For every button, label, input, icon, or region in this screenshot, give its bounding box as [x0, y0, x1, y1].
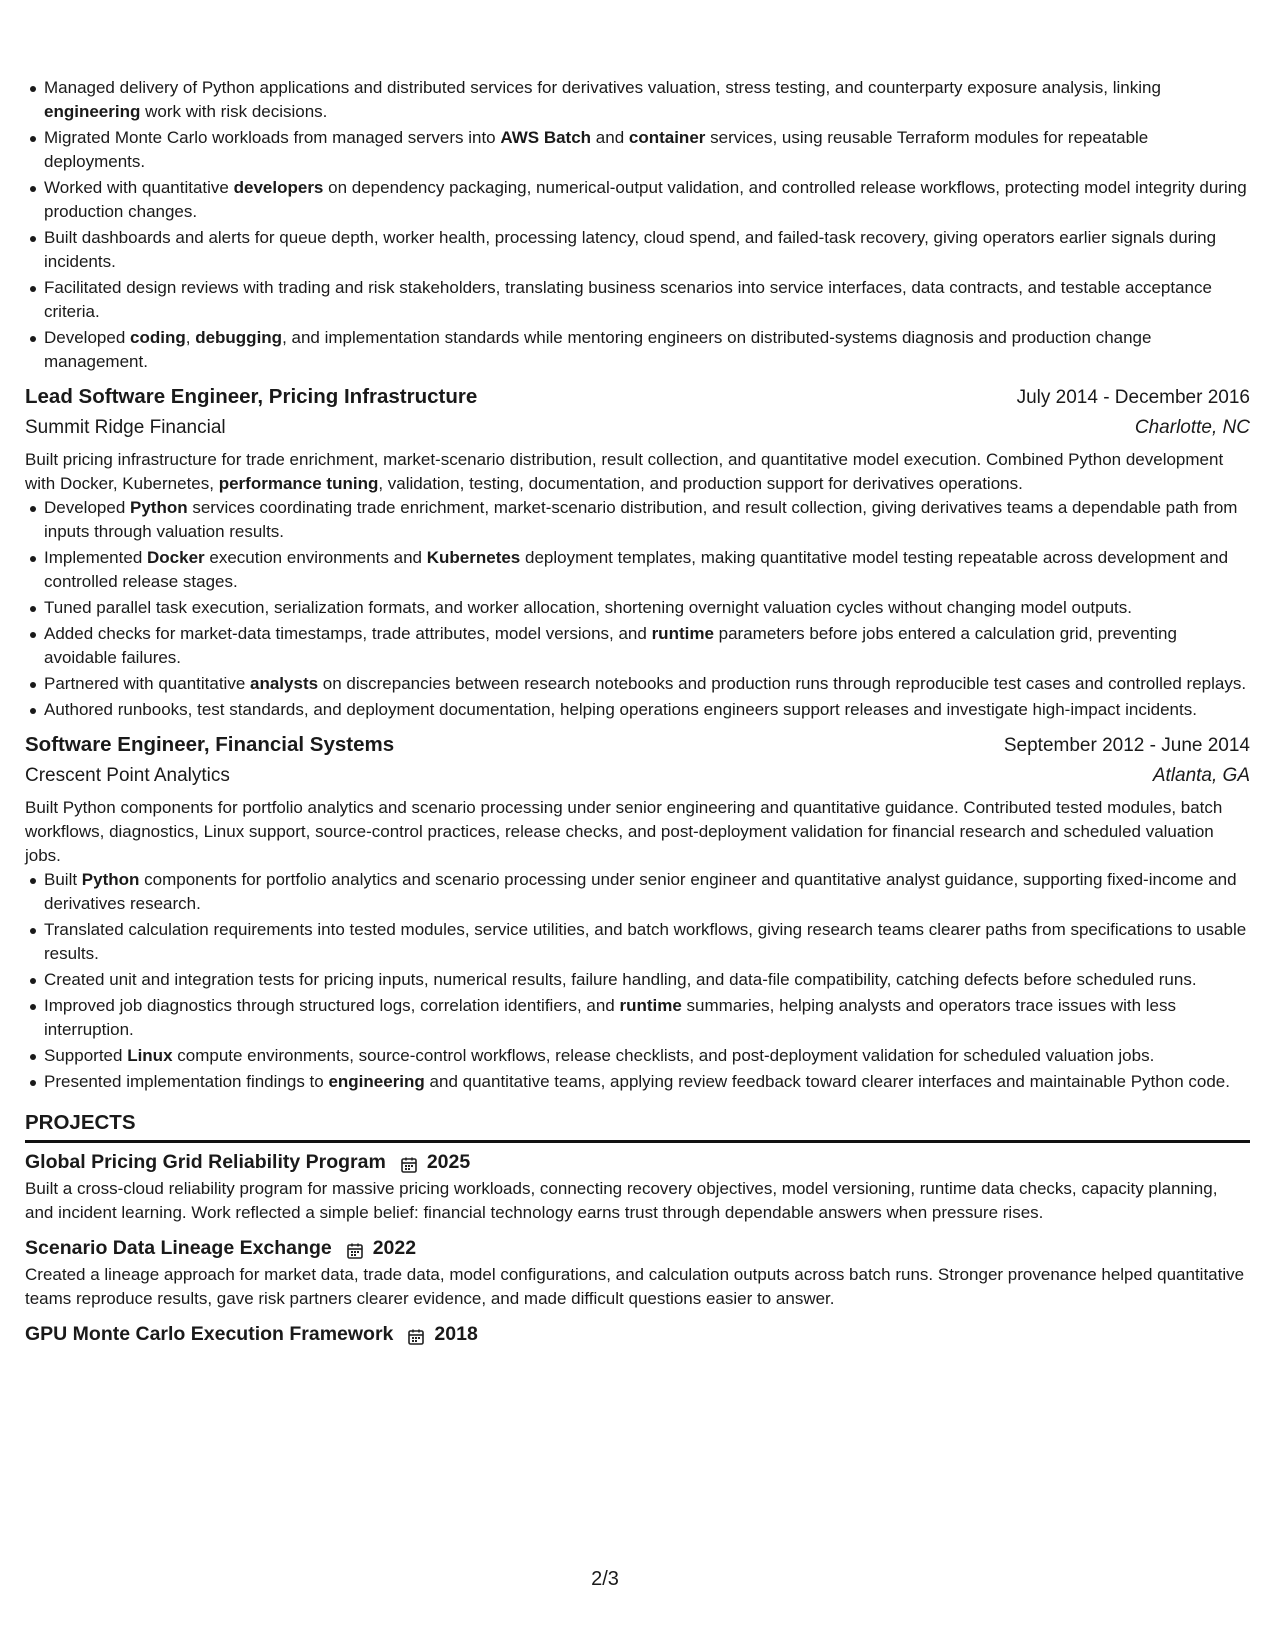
bullet-item: [44, 546, 1250, 594]
keyword: Python: [130, 498, 188, 517]
text-run: on discrepancies between research notebooks and production runs through reproducible test cases and controlled replays.: [318, 674, 1247, 693]
bullet-item: [44, 672, 1250, 696]
bullet-item: [44, 176, 1250, 224]
text-run: Presented implementation findings to: [44, 1072, 329, 1091]
calendar-icon: [346, 1239, 364, 1257]
text-run: Improved job diagnostics through structured logs, correlation identifiers, and: [44, 996, 620, 1015]
job-title: Software Engineer, Financial Systems: [25, 733, 395, 756]
text-run: Built Python components for portfolio analytics and scenario processing under senior engineering and quantitative guidance. Contributed tested modules, batch workflows, diagnostics, Linux support, source-control practices, release checks, and post-deployment validation for financial research and scheduled valuation jobs.: [25, 798, 1223, 865]
job-subheader: [25, 761, 1250, 791]
project-year: 2022: [372, 1237, 417, 1259]
project-year: 2025: [426, 1151, 471, 1173]
text-run: parameters before jobs entered a calculation grid, preventing avoidable failures.: [44, 624, 1177, 667]
project-header: [25, 1233, 1250, 1263]
text-run: , and implementation standards while mentoring engineers on distributed-systems diagnosis and production change management.: [44, 328, 1152, 371]
bullet-item: [44, 496, 1250, 544]
text-run: Supported: [44, 1046, 128, 1065]
keyword: debugging: [195, 328, 283, 347]
job-summary: [25, 448, 1250, 496]
job-subheader: [25, 413, 1250, 443]
text-run: and: [591, 128, 629, 147]
text-run: deployment templates, making quantitative model testing repeatable across development and controlled release stages.: [44, 548, 1229, 591]
keyword: container: [628, 128, 706, 147]
job-location: Atlanta, GA: [1152, 765, 1250, 786]
job-entry: [25, 730, 1250, 1094]
text-run: Tuned parallel task execution, serialization formats, and worker allocation, shortening overnight valuation cycles without changing model outputs.: [44, 598, 1132, 617]
keyword: Kubernetes: [426, 548, 521, 567]
job-title: Lead Software Engineer, Pricing Infrastructure: [25, 385, 478, 408]
text-run: Developed: [44, 498, 131, 517]
text-run: services coordinating trade enrichment, market-scenario distribution, and result collection, giving derivatives teams a dependable path from inputs through valuation results.: [44, 498, 1238, 541]
text-run: , validation, testing, documentation, and production support for derivatives operations.: [378, 474, 1023, 493]
project-description: Created a lineage approach for market data, trade data, model configurations, and calculation outputs across batch runs. Stronger provenance helped quantitative teams reproduce results, gave risk partners clearer evidence, and made difficult questions easier to answer.: [25, 1265, 1245, 1308]
project-name: GPU Monte Carlo Execution Framework: [25, 1323, 394, 1345]
text-run: components for portfolio analytics and scenario processing under senior engineer and quantitative analyst guidance, supporting fixed-income and derivatives research.: [44, 870, 1237, 913]
bullet-item: [44, 126, 1250, 174]
keyword: Docker: [147, 548, 205, 567]
text-run: Managed delivery of Python applications and distributed services for derivatives valuation, stress testing, and counterparty exposure analysis, linking: [44, 78, 1161, 97]
project-entry: [25, 1319, 1250, 1349]
projects-heading: PROJECTS: [25, 1108, 1250, 1143]
bullet-item: [44, 994, 1250, 1042]
project-entry: [25, 1233, 1250, 1311]
text-run: Migrated Monte Carlo workloads from managed servers into: [44, 128, 501, 147]
text-run: Built dashboards and alerts for queue depth, worker health, processing latency, cloud spend, and failed-task recovery, giving operators earlier signals during incidents.: [44, 228, 1217, 271]
project-description: Built a cross-cloud reliability program for massive pricing workloads, connecting recovery objectives, model versioning, runtime data checks, capacity planning, and incident learning. Work reflected a simple belief: financial technology earns trust through dependable answers when pressure rises.: [25, 1179, 1218, 1222]
text-run: compute environments, source-control workflows, release checklists, and post-deployment validation for scheduled valuation jobs.: [172, 1046, 1155, 1065]
text-run: Implemented: [44, 548, 147, 567]
keyword: runtime: [651, 624, 714, 643]
job-entry: [25, 382, 1250, 722]
project-name: Scenario Data Lineage Exchange: [25, 1237, 332, 1259]
project-entry: [25, 1147, 1250, 1225]
bullet-item: [44, 622, 1250, 670]
text-run: Authored runbooks, test standards, and deployment documentation, helping operations engineers support releases and investigate high-impact incidents.: [44, 700, 1197, 719]
text-run: and quantitative teams, applying review feedback toward clearer interfaces and maintainable Python code.: [424, 1072, 1230, 1091]
text-run: Built: [44, 870, 82, 889]
project-header: [25, 1319, 1250, 1349]
project-name: Global Pricing Grid Reliability Program: [25, 1151, 386, 1173]
projects-list: [25, 1147, 1250, 1349]
job-location: Charlotte, NC: [1134, 417, 1250, 438]
calendar-icon: [400, 1153, 418, 1171]
text-run: Created unit and integration tests for pricing inputs, numerical results, failure handling, and data-file compatibility, catching defects before scheduled runs.: [44, 970, 1197, 989]
bullet-item: [44, 226, 1250, 274]
bullet-item: [44, 76, 1250, 124]
job-header: [25, 730, 1250, 761]
bullet-item: [44, 276, 1250, 324]
text-run: Added checks for market-data timestamps, trade attributes, model versions, and: [44, 624, 652, 643]
company-name: Crescent Point Analytics: [25, 765, 230, 786]
text-run: Developed: [44, 328, 131, 347]
keyword: Python: [81, 870, 140, 889]
text-run: Facilitated design reviews with trading and risk stakeholders, translating business scenarios into service interfaces, data contracts, and testable acceptance criteria.: [44, 278, 1212, 321]
job-bullets: [25, 496, 1250, 722]
bullet-item: [44, 918, 1250, 966]
job-dates: July 2014 - December 2016: [1016, 387, 1250, 408]
bullet-item: [44, 698, 1250, 722]
job-dates: September 2012 - June 2014: [1003, 735, 1250, 756]
resume-page: [25, 76, 1250, 1349]
text-run: summaries, helping analysts and operators trace issues with less interruption.: [44, 996, 1176, 1039]
text-run: ,: [185, 328, 196, 347]
company-name: Summit Ridge Financial: [25, 417, 226, 438]
bullet-item: [44, 968, 1250, 992]
calendar-icon: [407, 1325, 425, 1343]
keyword: analysts: [250, 674, 319, 693]
job-bullets: [25, 868, 1250, 1094]
keyword: Linux: [127, 1046, 173, 1065]
project-header: [25, 1147, 1250, 1177]
project-year: 2018: [434, 1323, 478, 1345]
bullet-item: [44, 596, 1250, 620]
keyword: engineering: [328, 1072, 425, 1091]
bullet-item: [44, 1070, 1250, 1094]
keyword: coding: [130, 328, 186, 347]
keyword: developers: [233, 178, 324, 197]
keyword: runtime: [619, 996, 682, 1015]
text-run: execution environments and: [204, 548, 427, 567]
text-run: work with risk decisions.: [140, 102, 328, 121]
job-summary: [25, 796, 1250, 868]
experience-list: [25, 382, 1250, 1094]
previous-job-bullets: [25, 76, 1250, 374]
text-run: Translated calculation requirements into tested modules, service utilities, and batch workflows, giving research teams clearer paths from specifications to usable results.: [44, 920, 1247, 963]
text-run: on dependency packaging, numerical-output validation, and controlled release workflows, protecting model integrity during production changes.: [44, 178, 1247, 221]
text-run: Worked with quantitative: [44, 178, 234, 197]
bullet-item: [44, 868, 1250, 916]
bullet-item: [44, 326, 1250, 374]
bullet-item: [44, 1044, 1250, 1068]
keyword: engineering: [44, 102, 141, 121]
text-run: services, using reusable Terraform modules for repeatable deployments.: [44, 128, 1149, 171]
text-run: Partnered with quantitative: [44, 674, 251, 693]
text-run: Built pricing infrastructure for trade enrichment, market-scenario distribution, result collection, and quantitative model execution. Combined Python development with Docker, Kubernetes,: [25, 450, 1224, 493]
keyword: performance tuning: [218, 474, 379, 493]
page-number: 2/3: [591, 1568, 619, 1590]
job-header: [25, 382, 1250, 413]
keyword: AWS Batch: [500, 128, 592, 147]
